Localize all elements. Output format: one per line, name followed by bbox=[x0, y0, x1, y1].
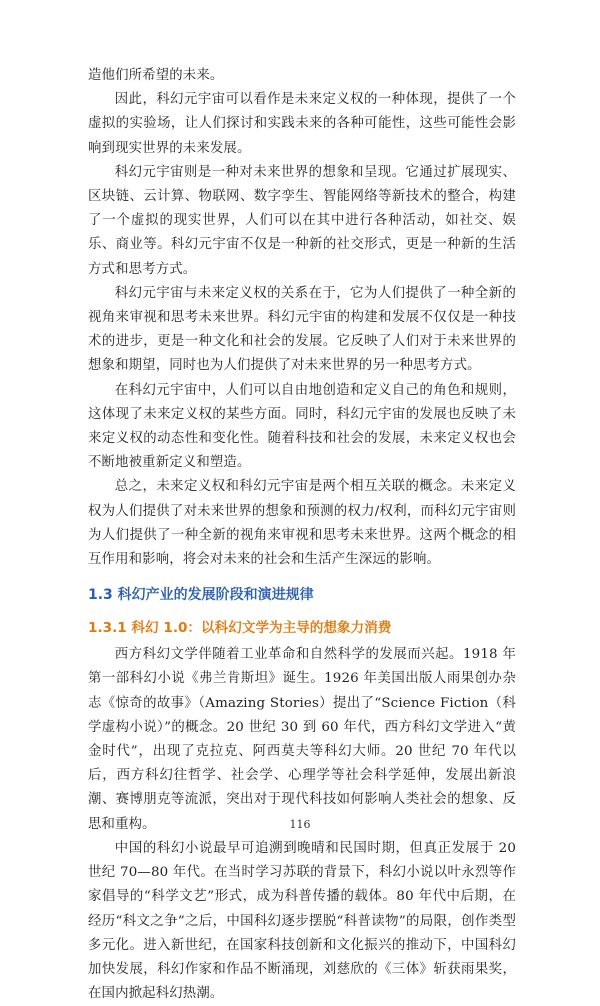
subsection-heading: 1.3.1 科幻 1.0：以科幻文学为主导的想象力消费 bbox=[88, 620, 392, 637]
paragraph: 西方科幻文学伴随着工业革命和自然科学的发展而兴起。1918 年第一部科幻小说《弗兰肯斯坦》诞生。1926 年美国出版人雨果创办杂志《惊奇的故事》（Amazing Stories）提出了“Science Fiction（科学虚构小说）”的概念。20 世纪 30 到 60 年代，西方科幻文学进入“黄金时代”，出现了克拉克、阿西莫夫等科幻大师。20 世纪 70 年代以后，西方科幻往哲学、社会学、心理学等社会科学延伸，发展出新浪潮、赛博朋克等流派，突出对于现代科技如何影响人类社会的想象、反思和重构。 bbox=[88, 647, 516, 832]
paragraph: 在科幻元宇宙中，人们可以自由地创造和定义自己的角色和规则，这体现了未来定义权的某些方面。同时，科幻元宇宙的发展也反映了未来定义权的动态性和变化性。随着科技和社会的发展，未来定义权也会不断地被重新定义和塑造。 bbox=[88, 382, 516, 471]
document-body bbox=[88, 64, 516, 1006]
paragraph: 因此，科幻元宇宙可以看作是未来定义权的一种体现，提供了一个虚拟的实验场，让人们探讨和实践未来的各种可能性，这些可能性会影响到现实世界的未来发展。 bbox=[88, 92, 516, 156]
paragraph-continuation: 造他们所希望的未来。 bbox=[88, 68, 224, 83]
paragraph: 科幻元宇宙则是一种对未来世界的想象和呈现。它通过扩展现实、区块链、云计算、物联网、数字孪生、智能网络等新技术的整合，构建了一个虚拟的现实世界，人们可以在其中进行各种活动，如社交、娱乐、商业等。科幻元宇宙不仅是一种新的社交形式，更是一种新的生活方式和思考方式。 bbox=[88, 164, 516, 277]
paragraph: 总之，未来定义权和科幻元宇宙是两个相互关联的概念。未来定义权为人们提供了对未来世界的想象和预测的权力/权利，而科幻元宇宙则为人们提供了一种全新的视角来审视和思考未来世界。这两个概念的相互作用和影响，将会对未来的社会和生活产生深远的影响。 bbox=[88, 479, 516, 568]
paragraph: 科幻元宇宙与未来定义权的关系在于，它为人们提供了一种全新的视角来审视和思考未来世界。科幻元宇宙的构建和发展不仅仅是一种技术的进步，更是一种文化和社会的发展。它反映了人们对于未来世界的想象和期望，同时也为人们提供了对未来世界的另一种思考方式。 bbox=[88, 285, 516, 374]
paragraph: 中国的科幻小说最早可追溯到晚晴和民国时期，但真正发展于 20 世纪 70—80 年代。在当时学习苏联的背景下，科幻小说以叶永烈等作家倡导的“科学文艺”形式，成为科普传播的载体。80 年代中后期，在经历“科文之争”之后，中国科幻逐步摆脱“科普读物”的局限，创作类型多元化。进入新世纪，在国家科技创新和文化振兴的推动下，中国科幻加快发展，科幻作家和作品不断涌现，刘慈欣的《三体》斩获雨果奖，在国内掀起科幻热潮。 bbox=[88, 840, 516, 1002]
section-heading: 1.3 科幻产业的发展阶段和演进规律 bbox=[88, 587, 314, 604]
page-number: 116 bbox=[289, 818, 311, 831]
